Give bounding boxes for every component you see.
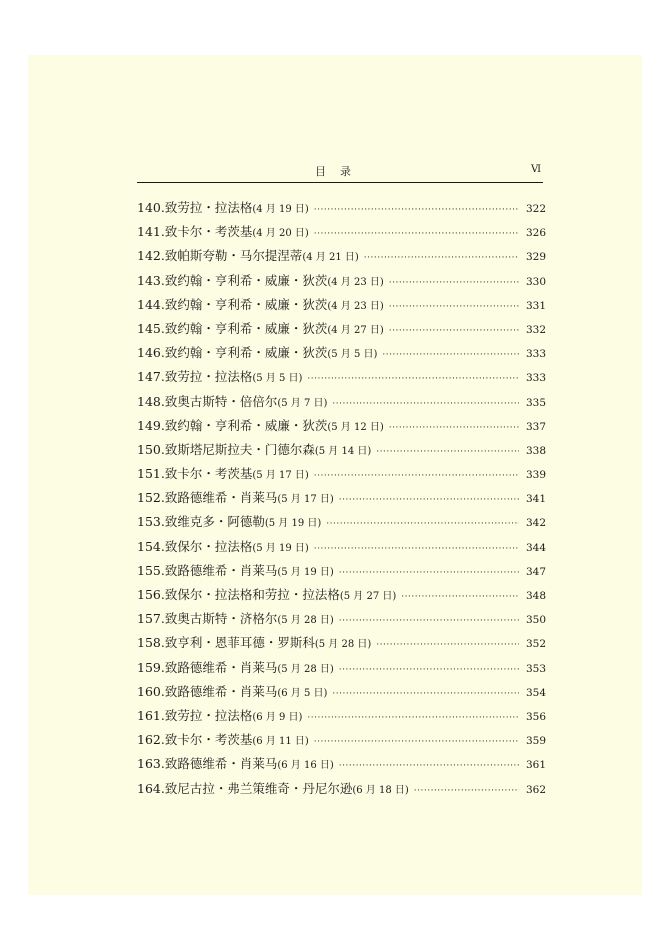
toc-entry-date: (4 月 23 日) [327, 276, 384, 288]
header-title: 目录 [315, 165, 365, 178]
toc-entry[interactable] [137, 293, 546, 317]
dot-leader [314, 198, 519, 222]
toc-entry-title: 147.致劳拉・拉法格 [137, 369, 253, 385]
toc-entry-page-number: 347 [525, 565, 546, 578]
dot-leader [389, 319, 519, 343]
toc-entry-date: (4 月 20 日) [252, 228, 309, 240]
toc-entry-title: 156.致保尔・拉法格和劳拉・拉法格 [137, 587, 340, 602]
toc-entry[interactable] [137, 631, 546, 655]
toc-entry-date: (5 月 28 日) [277, 615, 334, 627]
toc-entry[interactable] [137, 196, 546, 220]
toc-entry[interactable] [137, 510, 546, 534]
toc-entry-page-number: 352 [525, 638, 546, 651]
toc-entry-date: (5 月 28 日) [314, 639, 372, 651]
toc-entry-date: (4 月 21 日) [302, 252, 359, 264]
toc-entry-page-number: 333 [525, 348, 546, 361]
dot-leader [314, 464, 519, 488]
dot-leader [339, 488, 519, 512]
toc-entry[interactable] [137, 680, 546, 704]
toc-entry-date: (6 月 16 日) [277, 760, 334, 772]
toc-entry[interactable] [137, 777, 546, 801]
toc-entry[interactable] [137, 365, 546, 389]
dot-leader [414, 779, 519, 803]
toc-entry[interactable] [137, 269, 546, 293]
toc-entry-title: 149.致约翰・亨利希・威廉・狄茨 [137, 417, 328, 433]
toc-entry[interactable] [137, 390, 546, 414]
dot-leader [389, 416, 519, 440]
toc-entry-page-number: 361 [525, 759, 546, 772]
toc-entry-title: 161.致劳拉・拉法格 [137, 707, 253, 723]
toc-entry-date: (4 月 27 日) [327, 324, 384, 336]
toc-entry-date: (5 月 27 日) [339, 591, 397, 602]
toc-entry-page-number: 356 [525, 710, 546, 723]
toc-entry-title: 146.致约翰・亨利希・威廉・狄茨 [137, 345, 328, 361]
toc-entry-page-number: 335 [525, 396, 546, 409]
toc-entry-title: 151.致卡尔・考茨基 [137, 466, 253, 482]
toc-entry[interactable] [137, 438, 546, 462]
toc-entry[interactable] [137, 607, 546, 631]
toc-entry-page-number: 332 [525, 323, 546, 336]
toc-entry-page-number: 353 [525, 662, 546, 675]
toc-entry-title: 140.致劳拉・拉法格 [137, 200, 253, 215]
toc-entry-title: 164.致尼古拉・弗兰策维奇・丹尼尔逊 [137, 780, 353, 796]
running-header [137, 162, 543, 183]
toc-entry-page-number: 348 [525, 590, 546, 602]
toc-entry-title: 155.致路德维希・肖莱马 [137, 562, 278, 578]
dot-leader [314, 730, 519, 754]
toc-entry-page-number: 338 [525, 444, 546, 457]
toc-entry[interactable] [137, 728, 546, 752]
toc-entry-page-number: 354 [525, 686, 546, 699]
toc-entry-title: 153.致维克多・阿德勒 [137, 514, 265, 530]
toc-entry-date: (6 月 9 日) [252, 711, 303, 723]
dot-leader [389, 271, 519, 295]
toc-entry-title: 145.致约翰・亨利希・威廉・狄茨 [137, 320, 328, 336]
toc-entry-date: (5 月 19 日) [277, 566, 334, 578]
toc-entry-title: 154.致保尔・拉法格 [137, 538, 253, 554]
dot-leader [339, 609, 519, 633]
toc-entry[interactable] [137, 752, 546, 776]
toc-entry-page-number: 326 [525, 227, 546, 240]
toc-entry-page-number: 341 [525, 493, 546, 506]
toc-entry-page-number: 330 [525, 275, 546, 288]
dot-leader [376, 440, 519, 464]
toc-entry[interactable] [137, 583, 546, 607]
toc-entry-title: 158.致亨利・恩菲耳德・罗斯科 [137, 635, 315, 651]
dot-leader [332, 682, 519, 706]
dot-leader [382, 343, 519, 367]
toc-entry-page-number: 339 [525, 469, 546, 482]
toc-entry-date: (5 月 19 日) [264, 518, 322, 530]
dot-leader [364, 246, 519, 270]
toc-entry-date: (5 月 7 日) [277, 397, 328, 409]
dot-leader [339, 561, 519, 585]
toc-entry[interactable] [137, 559, 546, 583]
toc-entry[interactable] [137, 414, 546, 438]
toc-entry[interactable] [137, 462, 546, 486]
toc-entry[interactable] [137, 220, 546, 244]
toc-entry-date: (6 月 18 日) [352, 784, 409, 796]
toc-entry-title: 141.致卡尔・考茨基 [137, 224, 253, 240]
dot-leader [389, 295, 519, 319]
toc-entry-page-number: 331 [525, 299, 546, 312]
toc-entry-date: (5 月 19 日) [252, 542, 309, 554]
toc-entry-date: (5 月 17 日) [252, 470, 309, 482]
toc-entry-page-number: 329 [525, 251, 546, 264]
toc-entry-page-number: 333 [525, 372, 546, 385]
dot-leader [314, 537, 519, 561]
toc-entry-page-number: 350 [525, 614, 546, 627]
header-page-number: Ⅵ [530, 164, 541, 175]
toc-entry-page-number: 337 [525, 420, 546, 433]
toc-entry-title: 162.致卡尔・考茨基 [137, 732, 253, 748]
toc-entry-page-number: 362 [525, 783, 546, 796]
toc-entry[interactable] [137, 656, 546, 680]
toc-entry-date: (4 月 23 日) [327, 300, 384, 312]
toc-entry[interactable] [137, 535, 546, 559]
dot-leader [339, 658, 519, 682]
toc-entry-title: 150.致斯塔尼斯拉夫・门德尔森 [137, 441, 315, 457]
toc-entry-title: 144.致约翰・亨利希・威廉・狄茨 [137, 296, 328, 312]
toc-entry-date: (6 月 5 日) [277, 687, 328, 699]
toc-entry-date: (4 月 19 日) [252, 204, 309, 215]
toc-entry[interactable] [137, 486, 546, 510]
toc-entry-date: (6 月 11 日) [252, 736, 309, 748]
dot-leader [339, 754, 519, 778]
dot-leader [307, 706, 519, 730]
toc-entry-page-number: 342 [525, 517, 546, 530]
toc-entry-date: (5 月 12 日) [327, 421, 384, 433]
dot-leader [401, 585, 519, 609]
toc-entry-title: 148.致奥古斯特・倍倍尔 [137, 393, 278, 409]
toc-entry-page-number: 344 [525, 541, 546, 554]
toc-entry-title: 159.致路德维希・肖莱马 [137, 659, 278, 675]
toc-entry-title: 142.致帕斯夸勒・马尔提涅蒂 [137, 248, 303, 264]
toc-entry-date: (5 月 5 日) [327, 349, 378, 361]
toc-entry-title: 160.致路德维希・肖莱马 [137, 683, 278, 699]
toc-entry-page-number: 359 [525, 735, 546, 748]
toc-entry[interactable] [137, 704, 546, 728]
toc-entry[interactable] [137, 317, 546, 341]
toc-entry[interactable] [137, 341, 546, 365]
toc-entry-date: (5 月 5 日) [252, 373, 303, 385]
toc-entry-date: (5 月 17 日) [277, 494, 334, 506]
dot-leader [307, 367, 519, 391]
dot-leader [332, 392, 519, 416]
dot-leader [326, 512, 519, 536]
table-of-contents [137, 196, 546, 801]
toc-entry[interactable] [137, 244, 546, 268]
toc-entry-date: (5 月 28 日) [277, 663, 334, 675]
toc-entry-title: 163.致路德维希・肖莱马 [137, 756, 278, 772]
toc-entry-title: 152.致路德维希・肖莱马 [137, 490, 278, 506]
toc-entry-title: 143.致约翰・亨利希・威廉・狄茨 [137, 272, 328, 288]
toc-entry-page-number: 322 [525, 203, 546, 215]
dot-leader [376, 633, 519, 657]
dot-leader [314, 222, 519, 246]
toc-entry-title: 157.致奥古斯特・济格尔 [137, 611, 278, 627]
toc-entry-date: (5 月 14 日) [314, 445, 372, 457]
